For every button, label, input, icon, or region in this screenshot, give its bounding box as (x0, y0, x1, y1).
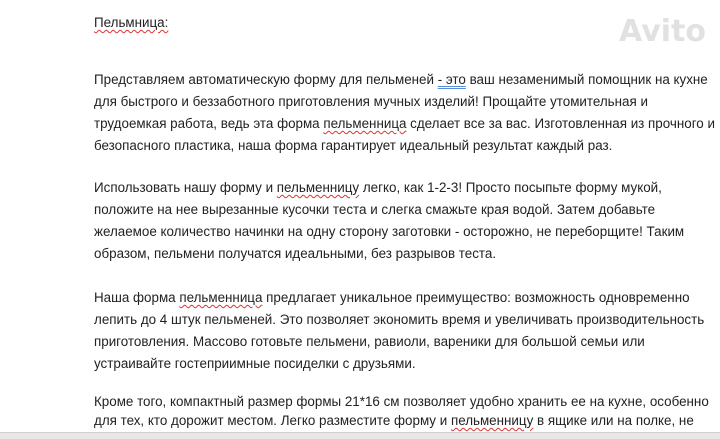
text: лепить до 4 штук пельменей. Это позволяет экономить время и увеличивать производительность (94, 312, 705, 327)
text: легко, как 1-2-3! Просто посыпьте форму мукой, (359, 180, 662, 195)
text: в ящике или на полке, не (533, 413, 694, 428)
text: для тех, кто дорожит местом. Легко разместите форму и (94, 413, 451, 428)
spell-flagged-text: пельменница (323, 116, 407, 131)
text: приготовления. Массово готовьте пельмени, равиоли, вареники для большой семьи или (94, 334, 645, 349)
spell-flagged-text: пельменницу (450, 413, 534, 428)
text: Представляем автоматическую форму для пельменей (94, 72, 438, 87)
text: Использовать нашу форму и (94, 180, 277, 195)
paragraph-line (94, 138, 612, 154)
text: устраивайте гостеприимные посиделки с друзьями. (94, 356, 416, 371)
paragraph-line (94, 394, 709, 410)
paragraph-line (94, 312, 704, 328)
paragraph-line (94, 94, 648, 110)
paragraph-line (94, 290, 690, 306)
paragraph-line (94, 224, 684, 240)
text: образом, пельмени получатся идеальными, без разрывов теста. (94, 246, 497, 261)
paragraph-line (94, 246, 496, 262)
paragraph-line (94, 356, 416, 372)
paragraph-line (94, 334, 645, 350)
paragraph-line (94, 72, 708, 88)
grammar-flagged-text: - это (437, 72, 466, 87)
title-text: Пельмница: (94, 15, 169, 30)
paragraph-line (94, 116, 715, 132)
paragraph-line (94, 413, 694, 429)
text: для быстрого и беззаботного приготовления мучных изделий! Прощайте утомительная и (94, 94, 648, 109)
paragraph-line (94, 202, 655, 218)
text: Кроме того, компактный размер формы 21*16 см позволяет удобно хранить ее на кухне, особенно (94, 394, 709, 409)
text: положите на нее вырезанные кусочки теста и слегка смажьте края водой. Затем добавьте (94, 202, 656, 217)
document-title (94, 15, 168, 31)
text: желаемое количество начинки на одну сторону заготовки - осторожно, не переборщите! Таким (94, 224, 685, 239)
text: предлагает уникальное преимущество: возможность одновременно (262, 290, 690, 305)
spell-flagged-text: пельменницу (276, 180, 360, 195)
text: ваш незаменимый помощник на кухне (465, 72, 708, 87)
text: Наша форма (94, 290, 180, 305)
paragraph-line (94, 180, 662, 196)
text: трудоемкая работа, ведь эта форма (94, 116, 324, 131)
avito-watermark-logo: Avito (619, 14, 706, 49)
text: безопасного пластика, наша форма гарантирует идеальный результат каждый раз. (94, 138, 613, 153)
text: сделает все за вас. Изготовленная из прочного и (406, 116, 715, 131)
spell-flagged-text: пельменница (179, 290, 263, 305)
